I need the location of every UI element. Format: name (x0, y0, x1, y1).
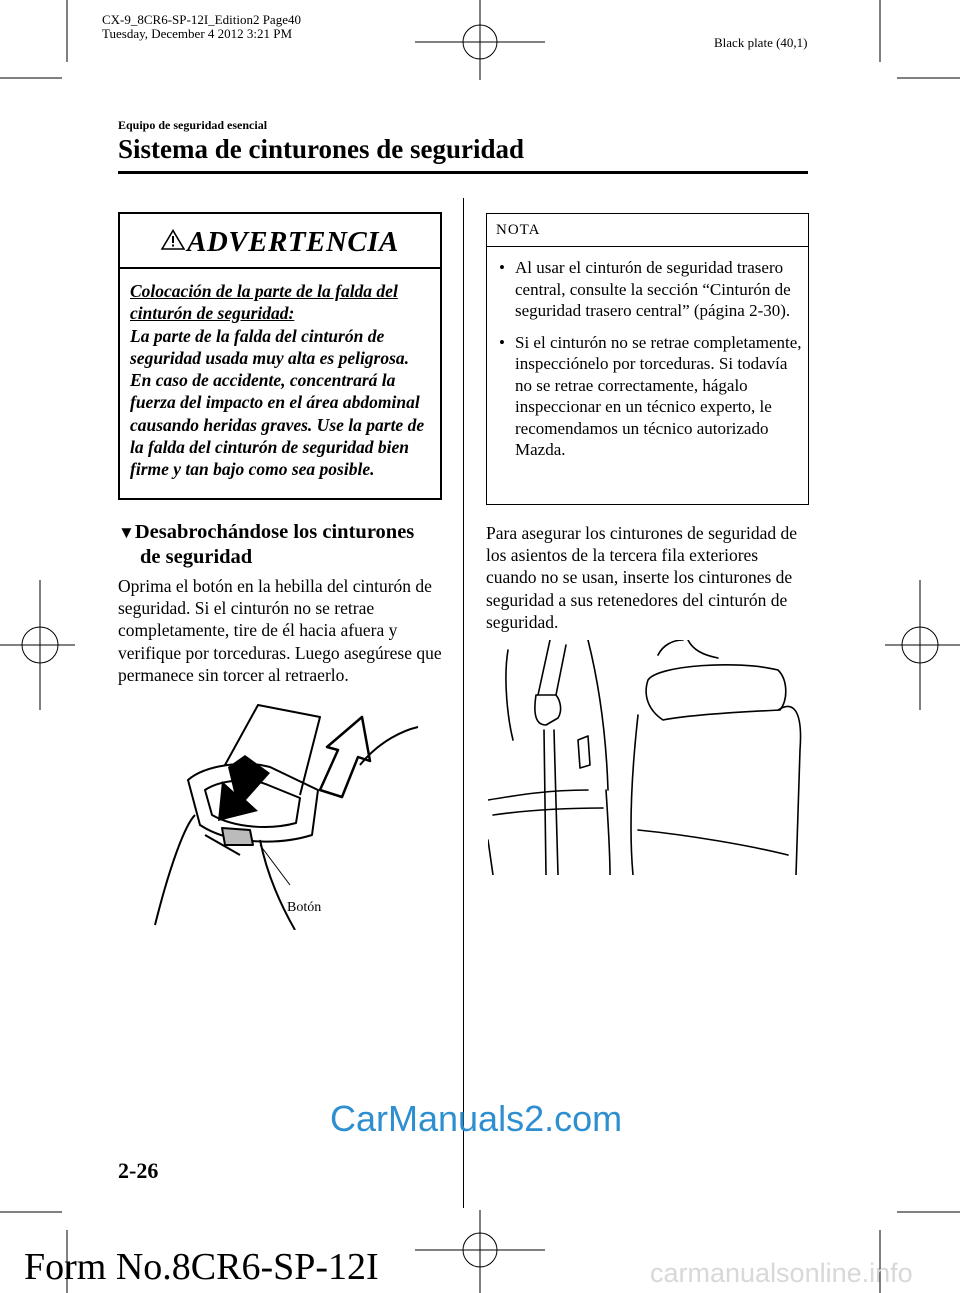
page-title: Sistema de cinturones de seguridad (118, 134, 525, 164)
note-item: • Al usar el cinturón de seguridad trasero central, consulte la sección “Cinturón de seguridad trasero central” (página 2-30). (499, 258, 791, 320)
seat-illustration (488, 640, 808, 875)
site-link[interactable]: carmanualsonline.info (650, 1258, 913, 1288)
warning-heading: ADVERTENCIA (187, 226, 399, 258)
print-date-line: Tuesday, December 4 2012 3:21 PM (102, 26, 293, 41)
watermark-link[interactable]: CarManuals2.com (330, 1098, 623, 1139)
note-box (486, 213, 809, 505)
warning-box (118, 212, 442, 500)
bullet-icon: • (499, 258, 505, 277)
warning-header (120, 214, 440, 269)
warning-subtitle: Colocación de la parte de la falda del cinturón de seguridad: (130, 281, 398, 324)
note-heading: NOTA (487, 214, 808, 247)
warning-body (120, 269, 440, 481)
title-rule (118, 171, 808, 174)
triangle-marker-icon: ▼ (118, 523, 135, 542)
section-label: Equipo de seguridad esencial (118, 118, 268, 132)
warning-text: La parte de la falda del cinturón de seguridad usada muy alta es peligrosa. En caso de accidente, concentrará la fuerza del impacto en el área abdominal causando heridas graves. Use la parte de la falda del cinturón de seguridad bien firme y tan bajo como sea posible. (130, 325, 425, 480)
note-item: • Si el cinturón no se retrae completamente, inspecciónelo por torceduras. Si todavía no se retrae correctamente, hágalo inspeccionar en un técnico experto, le recomendamos un técnico autorizado Mazda. (499, 332, 802, 459)
print-file-line: CX-9_8CR6-SP-12I_Edition2 Page40 (102, 12, 301, 27)
buckle-illustration (150, 695, 420, 930)
warning-triangle-icon (161, 229, 185, 250)
print-plate: Black plate (40,1) (714, 35, 808, 50)
bullet-icon: • (499, 332, 505, 352)
button-callout: Botón (287, 900, 322, 915)
subsection-paragraph: Oprima el botón en la hebilla del cinturón de seguridad. Si el cinturón no se retrae completamente, tire de él hacia afuera y verifique por torceduras. Luego asegúrese que permanece sin torcer al retraerlo. (118, 576, 442, 685)
subsection-heading-line1: Desabrochándose los cinturones (134, 521, 415, 543)
subsection-heading-line2: de seguridad (140, 546, 253, 568)
right-paragraph: Para asegurar los cinturones de seguridad de los asientos de la tercera fila exteriores cuando no se usan, inserte los cinturones de seguridad a sus retenedores del cinturón de seguridad. (486, 523, 798, 632)
note-list (487, 247, 808, 461)
subsection-heading (118, 520, 448, 569)
form-number: Form No.8CR6-SP-12I (24, 1246, 379, 1288)
page-number: 2-26 (118, 1158, 159, 1183)
column-separator (463, 198, 464, 1208)
